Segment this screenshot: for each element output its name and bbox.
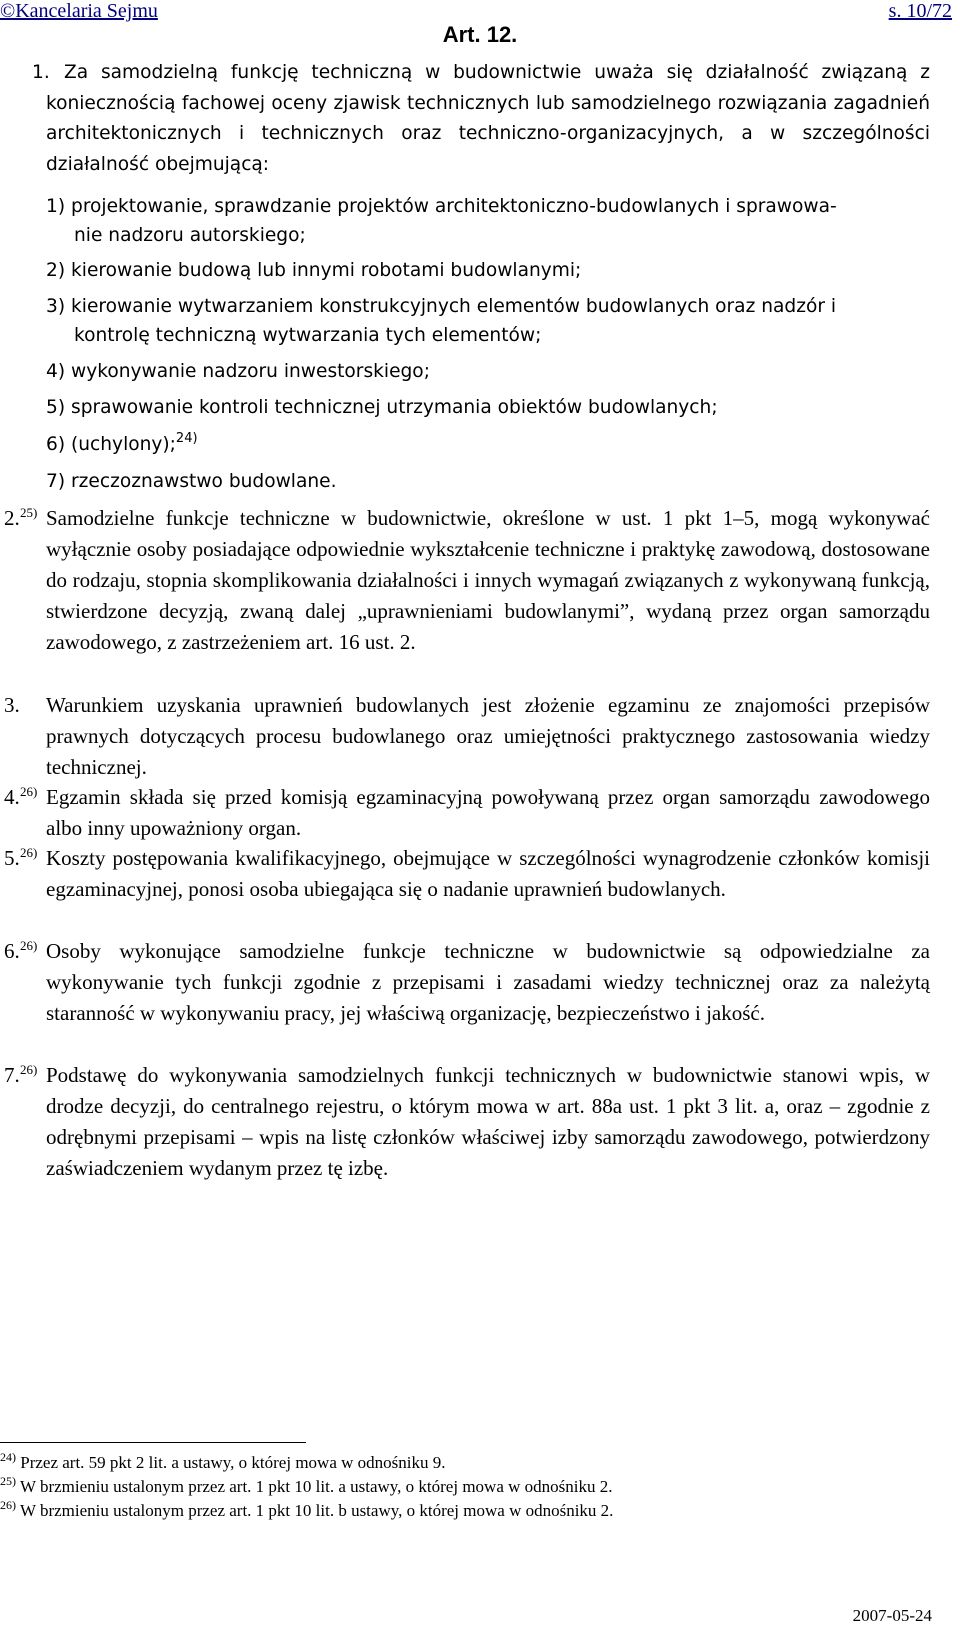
item-number: 4)	[46, 361, 66, 382]
paragraph-2	[4, 503, 930, 658]
paragraph-7	[4, 1060, 930, 1184]
list-item	[46, 430, 930, 459]
item-number: 1)	[46, 196, 66, 217]
paragraph-number: 6.	[4, 939, 20, 963]
paragraph-text: Samodzielne funkcje techniczne w budownictwie, określone w ust. 1 pkt 1–5, mogą wykonywać wyłącznie osoby posiadające odpowiednie wykształcenie techniczne i praktykę zawodową, dostosowane do rodzaju, stopnia skomplikowania działalności i innych wymagań związanych z wykonywaną funkcją, stwierdzone decyzją, zwaną dalej „uprawnieniami budowlanymi”, wydaną przez organ samorządu zawodowego, z zastrzeżeniem art. 16 ust. 2.	[46, 506, 930, 654]
item-text: (uchylony);	[71, 434, 176, 455]
footnote-text: W brzmieniu ustalonym przez art. 1 pkt 10 lit. a ustawy, o której mowa w odnośniku 2.	[19, 1477, 613, 1496]
footnote-ref[interactable]: 26)	[20, 1062, 38, 1077]
list-item	[46, 192, 930, 250]
item-number: 2)	[46, 260, 66, 281]
footnote-ref[interactable]: 25)	[20, 505, 38, 520]
footnote	[0, 1452, 446, 1473]
paragraph-number: 2.	[4, 506, 20, 530]
item-number: 5)	[46, 397, 66, 418]
list-item	[46, 393, 930, 422]
list-item	[46, 256, 930, 285]
footnote-divider	[0, 1442, 306, 1443]
footnote	[0, 1500, 613, 1521]
item-number: 7)	[46, 471, 66, 492]
footnote-ref[interactable]: 26)	[20, 784, 38, 799]
paragraph-text: Koszty postępowania kwalifikacyjnego, obejmujące w szczególności wynagrodzenie członków komisji egzaminacyjnej, ponosi osoba ubiegająca się o nadanie uprawnień budowlanych.	[46, 846, 930, 901]
paragraph-3	[4, 690, 930, 783]
footnote-ref[interactable]: 24)	[175, 431, 198, 446]
paragraph-text: Osoby wykonujące samodzielne funkcje techniczne w budownictwie są odpowiedzialne za wykonywanie tych funkcji zgodnie z przepisami i zasadami wiedzy technicznej oraz za należytą staranność w wykonywaniu pracy, jej właściwą organizację, bezpieczeństwo i jakość.	[46, 939, 930, 1025]
item-text: rzeczoznawstwo budowlane.	[71, 471, 337, 492]
item-number: 3)	[46, 296, 66, 317]
page-number-link[interactable]: s. 10/72	[888, 0, 952, 22]
footnote-mark: 26)	[0, 1498, 16, 1512]
paragraph-6	[4, 936, 930, 1029]
footnote-text: W brzmieniu ustalonym przez art. 1 pkt 10 lit. b ustawy, o której mowa w odnośniku 2.	[19, 1501, 614, 1520]
footnote-mark: 25)	[0, 1474, 16, 1488]
list-item	[46, 467, 930, 496]
list-item	[46, 292, 930, 350]
item-text: kierowanie budową lub innymi robotami budowlanymi;	[71, 260, 582, 281]
item-text: projektowanie, sprawdzanie projektów architektoniczno-budowlanych i sprawowa-	[71, 196, 837, 217]
footnote-ref[interactable]: 26)	[20, 938, 38, 953]
item-text: kierowanie wytwarzaniem konstrukcyjnych elementów budowlanych oraz nadzór i	[71, 296, 837, 317]
paragraph-4	[4, 782, 930, 844]
paragraph-number: 5.	[4, 846, 20, 870]
list-item	[46, 357, 930, 386]
footnote	[0, 1476, 612, 1497]
header-copyright[interactable]	[0, 0, 158, 23]
paragraph-number: 1.	[32, 62, 50, 83]
paragraph-text: Podstawę do wykonywania samodzielnych funkcji technicznych w budownictwie stanowi wpis, w drodze decyzji, do centralnego rejestru, o którym mowa w art. 88a ust. 1 pkt 3 lit. a, oraz – zgodnie z odrębnymi przepisami – wpis na listę członków właściwej izby samorządu zawodowego, potwierdzony zaświadczeniem wydanym przez tę izbę.	[46, 1063, 930, 1180]
footnote-ref[interactable]: 26)	[20, 845, 38, 860]
footer-date: 2007-05-24	[852, 1606, 932, 1625]
copyright-link[interactable]: ©Kancelaria Sejmu	[0, 0, 158, 22]
item-number: 6)	[46, 434, 66, 455]
item-text-continued: kontrolę techniczną wytwarzania tych elementów;	[74, 325, 542, 346]
paragraph-5	[4, 843, 930, 905]
footnote-mark: 24)	[0, 1450, 16, 1464]
paragraph-number: 4.	[4, 785, 20, 809]
item-text: sprawowanie kontroli technicznej utrzymania obiektów budowlanych;	[71, 397, 718, 418]
paragraph-number: 3.	[4, 693, 20, 717]
footnote-text: Przez art. 59 pkt 2 lit. a ustawy, o której mowa w odnośniku 9.	[20, 1453, 446, 1472]
paragraph-text: Za samodzielną funkcję techniczną w budownictwie uważa się działalność związaną z koniecznością fachowej oceny zjawisk technicznych lub samodzielnego rozwiązania zagadnień architektonicznych i technicznych oraz techniczno-organizacyjnych, a w szczególności działalność obejmującą:	[46, 62, 930, 175]
item-text-continued: nie nadzoru autorskiego;	[74, 225, 306, 246]
header-page-number[interactable]	[889, 0, 952, 23]
item-text: wykonywanie nadzoru inwestorskiego;	[71, 361, 430, 382]
paragraph-1	[32, 58, 930, 180]
paragraph-number: 7.	[4, 1063, 20, 1087]
paragraph-text: Warunkiem uzyskania uprawnień budowlanych jest złożenie egzaminu ze znajomości przepisów prawnych dotyczących procesu budowlanego oraz umiejętności praktycznego zastosowania wiedzy technicznej.	[46, 693, 930, 779]
article-title: Art. 12.	[442, 22, 518, 47]
paragraph-text: Egzamin składa się przed komisją egzaminacyjną powoływaną przez organ samorządu zawodowego albo inny upoważniony organ.	[46, 785, 930, 840]
